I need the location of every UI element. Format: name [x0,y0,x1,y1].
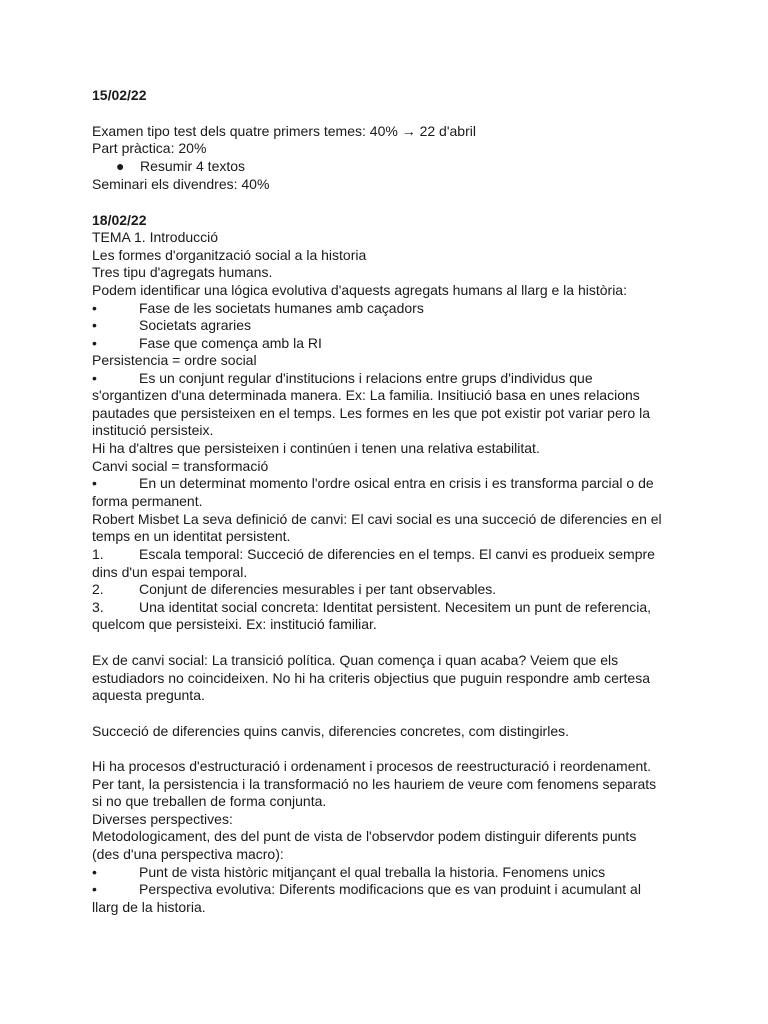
text-line: dins d'un espai temporal. [92,564,248,580]
text-line: si no que treballen de forma conjunta. [92,793,327,809]
numbered-item [92,598,651,616]
bullet-text: Perspectiva evolutiva: Diferents modificacions que es van produint i acumulant al [139,881,641,897]
text-line: quelcom que persisteixi. Ex: institució familiar. [92,616,377,632]
text-line: Tres tipu d'agregats humans. [92,264,273,280]
date-heading: 15/02/22 [92,87,147,103]
bullet-mark: • [92,335,97,351]
bullet-text: Fase de les societats humanes amb caçadors [139,300,424,316]
section-heading: Persistencia = ordre social [92,352,257,368]
numbered-item [92,580,496,598]
bullet-mark: • [92,370,97,386]
bullet-mark: • [92,864,97,880]
text-line: forma permanent. [92,493,203,509]
topic-title: TEMA 1. Introducció [92,229,219,245]
practice-line: Part pràctica: 20% [92,140,207,156]
bullet-text: Fase que comença amb la RI [139,335,322,351]
bullet-item [92,863,605,881]
seminar-line: Seminari els divendres: 40% [92,176,270,192]
item-text: Una identitat social concreta: Identitat persistent. Necesitem un punt de referencia, [139,599,652,615]
text-line: Succeció de diferencies quins canvis, diferencies concretes, com distingirles. [92,723,570,739]
text-line: Metodologicament, des del punt de vista de l'observdor podem distinguir diferents punts [92,828,637,844]
subtitle-line: Les formes d'organització social a la historia [92,247,367,263]
exam-line: Examen tipo test dels quatre primers temes: 40% → 22 d'abril [92,123,476,139]
bullet-item [92,299,424,317]
numbered-item [92,545,655,563]
text-line: s'organtizen d'una determinada manera. Ex: La familia. Insitiució basa en unes relacions [92,387,640,403]
bullet-mark: • [92,300,97,316]
item-text: Escala temporal: Succeció de diferencies en el temps. El canvi es produeix sempre [139,546,655,562]
text-line: Per tant, la persistencia i la transformació no les hauriem de veure com fenomens separats [92,776,657,792]
text-line: Robert Misbet La seva definició de canvi: El cavi social es una succeció de diferencies en el [92,511,662,527]
text-line: Ex de canvi social: La transició política. Quan comença i quan acaba? Veiem que els [92,652,619,668]
text-line: llarg de la historia. [92,899,206,915]
summary-line: Resumir 4 textos [140,158,246,174]
item-number: 3. [92,599,104,615]
text-line: pautades que persisteixen en el temps. Les formes en les que pot existir pot variar pero la [92,405,650,421]
bullet-text: Societats agraries [139,317,252,333]
text-line: Hi ha d'altres que persisteixen i continúen i tenen una relativa estabilitat. [92,440,540,456]
text-line: Podem identificar una lógica evolutiva d'aquests agregats humans al llarg e la història: [92,282,627,298]
text-line: Diverses perspectives: [92,811,233,827]
bullet-item [92,369,593,387]
sub-bullet-mark: ● [116,158,125,174]
item-number: 2. [92,581,104,597]
bullet-item [92,880,641,898]
bullet-item [92,316,251,334]
text-line: (des d'una perspectiva macro): [92,846,284,862]
bullet-item [92,474,654,492]
bullet-mark: • [92,881,97,897]
bullet-mark: • [92,317,97,333]
text-line: Hi ha procesos d'estructuració i ordenament i procesos de reestructuració i reordenament. [92,758,652,774]
bullet-item [92,334,322,352]
text-line: temps en un identitat persistent. [92,528,291,544]
date-heading: 18/02/22 [92,212,147,228]
bullet-mark: • [92,475,97,491]
item-number: 1. [92,546,104,562]
section-heading: Canvi social = transformació [92,458,269,474]
text-line: estudiadors no coincideixen. No hi ha criteris objectius que puguin respondre amb certesa [92,670,650,686]
text-line: institució persisteix. [92,422,214,438]
text-line: aquesta pregunta. [92,687,205,703]
item-text: Conjunt de diferencies mesurables i per tant observables. [139,581,497,597]
bullet-text: Es un conjunt regular d'institucions i relacions entre grups d'individus que [139,370,593,386]
bullet-text: En un determinat momento l'ordre osical entra en crisis i es transforma parcial o de [139,475,654,491]
bullet-text: Punt de vista històric mitjançant el qual treballa la historia. Fenomens unics [139,864,606,880]
